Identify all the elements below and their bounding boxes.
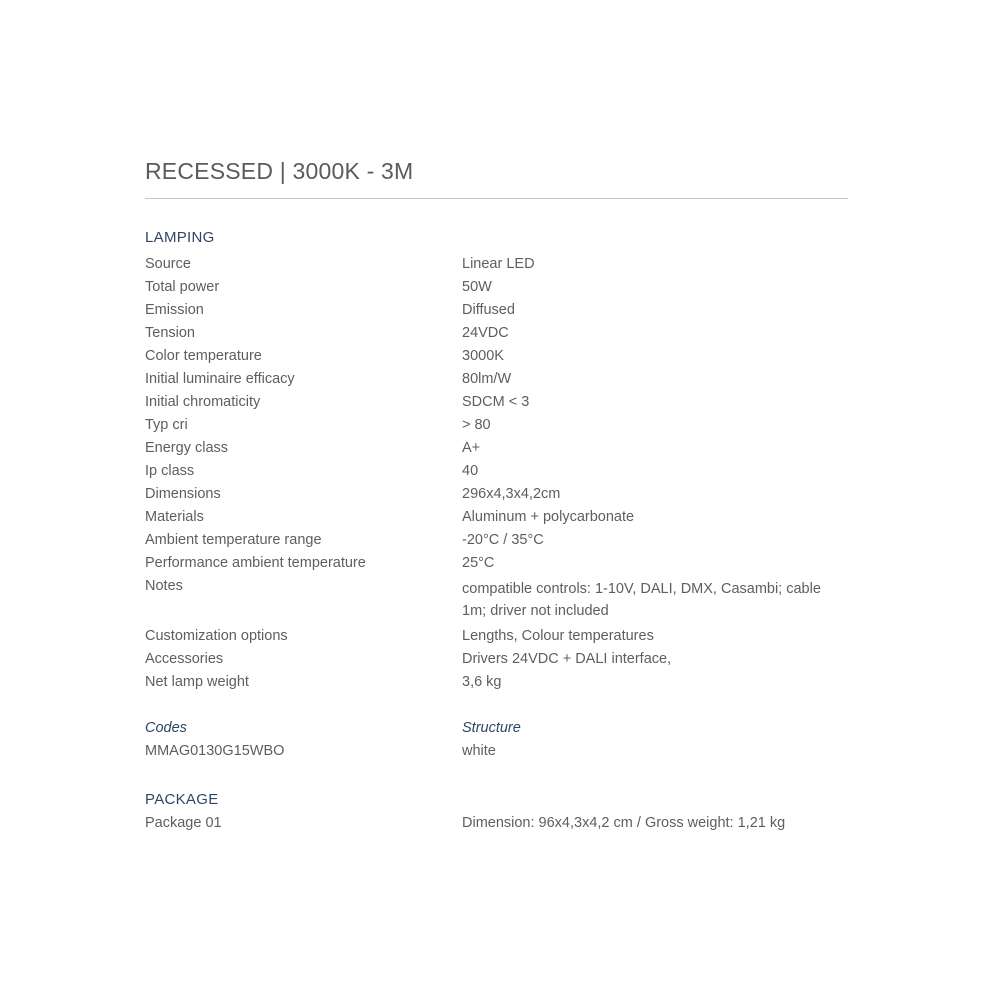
spec-row-ip-class <box>145 460 848 483</box>
spec-label: Typ cri <box>145 417 188 433</box>
spec-row-notes <box>145 575 848 622</box>
spec-label: Dimensions <box>145 486 221 502</box>
codes-heading: Codes <box>145 720 187 736</box>
page-title: RECESSED | 3000K - 3M <box>145 158 414 184</box>
spec-label: Materials <box>145 509 204 525</box>
spec-value: Diffused <box>462 302 515 318</box>
spec-value: A+ <box>462 440 481 456</box>
spec-label: Source <box>145 256 191 272</box>
spec-label: Initial chromaticity <box>145 394 261 410</box>
spec-value: 50W <box>462 279 492 295</box>
structure-value: white <box>462 743 496 759</box>
spec-value: 3,6 kg <box>462 674 502 690</box>
spec-row-color-temperature <box>145 345 848 368</box>
spec-label: Color temperature <box>145 348 262 364</box>
spec-row-customization-options <box>145 625 848 648</box>
spec-label: Net lamp weight <box>145 674 249 690</box>
spec-row-emission <box>145 299 848 322</box>
spec-row-accessories <box>145 648 848 671</box>
spec-label: Emission <box>145 302 204 318</box>
spec-row-chromaticity <box>145 391 848 414</box>
spec-row-dimensions <box>145 483 848 506</box>
structure-heading: Structure <box>462 720 521 736</box>
spec-label: Tension <box>145 325 195 341</box>
spec-row-source <box>145 253 848 276</box>
spec-value: > 80 <box>462 417 491 433</box>
spec-row-typ-cri <box>145 414 848 437</box>
spec-label: Customization options <box>145 628 288 644</box>
spec-value: 80lm/W <box>462 371 512 387</box>
spec-label: Energy class <box>145 440 229 456</box>
spec-label: Notes <box>145 578 183 594</box>
package-label: Package 01 <box>145 815 222 831</box>
spec-label: Total power <box>145 279 220 295</box>
spec-row-total-power <box>145 276 848 299</box>
spec-value: Linear LED <box>462 256 535 272</box>
spec-value: Aluminum + polycarbonate <box>462 509 635 525</box>
spec-value: -20°C / 35°C <box>462 532 544 548</box>
spec-value: SDCM < 3 <box>462 394 530 410</box>
spec-row-ambient-temperature-range <box>145 529 848 552</box>
title-divider <box>145 198 848 199</box>
lamping-spec-list <box>145 253 848 694</box>
spec-value: Lengths, Colour temperatures <box>462 628 654 644</box>
spec-value: 24VDC <box>462 325 509 341</box>
package-value: Dimension: 96x4,3x4,2 cm / Gross weight: 1,21 kg <box>462 815 786 831</box>
spec-label: Accessories <box>145 651 224 667</box>
spec-value: Drivers 24VDC + DALI interface, <box>462 651 672 667</box>
spec-label: Ip class <box>145 463 195 479</box>
package-heading: PACKAGE <box>145 791 219 808</box>
spec-row-energy-class <box>145 437 848 460</box>
lamping-heading: LAMPING <box>145 229 215 246</box>
spec-value: 296x4,3x4,2cm <box>462 486 561 502</box>
spec-row-luminaire-efficacy <box>145 368 848 391</box>
spec-value: 25°C <box>462 555 495 571</box>
spec-value: compatible controls: 1-10V, DALI, DMX, Casambi; cable 1m; driver not included <box>462 581 821 619</box>
spec-value: 3000K <box>462 348 504 364</box>
product-code: MMAG0130G15WBO <box>145 743 285 759</box>
spec-value: 40 <box>462 463 479 479</box>
spec-row-performance-temperature <box>145 552 848 575</box>
spec-row-tension <box>145 322 848 345</box>
spec-label: Ambient temperature range <box>145 532 322 548</box>
spec-row-materials <box>145 506 848 529</box>
spec-row-net-lamp-weight <box>145 671 848 694</box>
spec-label: Initial luminaire efficacy <box>145 371 295 387</box>
spec-label: Performance ambient temperature <box>145 555 366 571</box>
